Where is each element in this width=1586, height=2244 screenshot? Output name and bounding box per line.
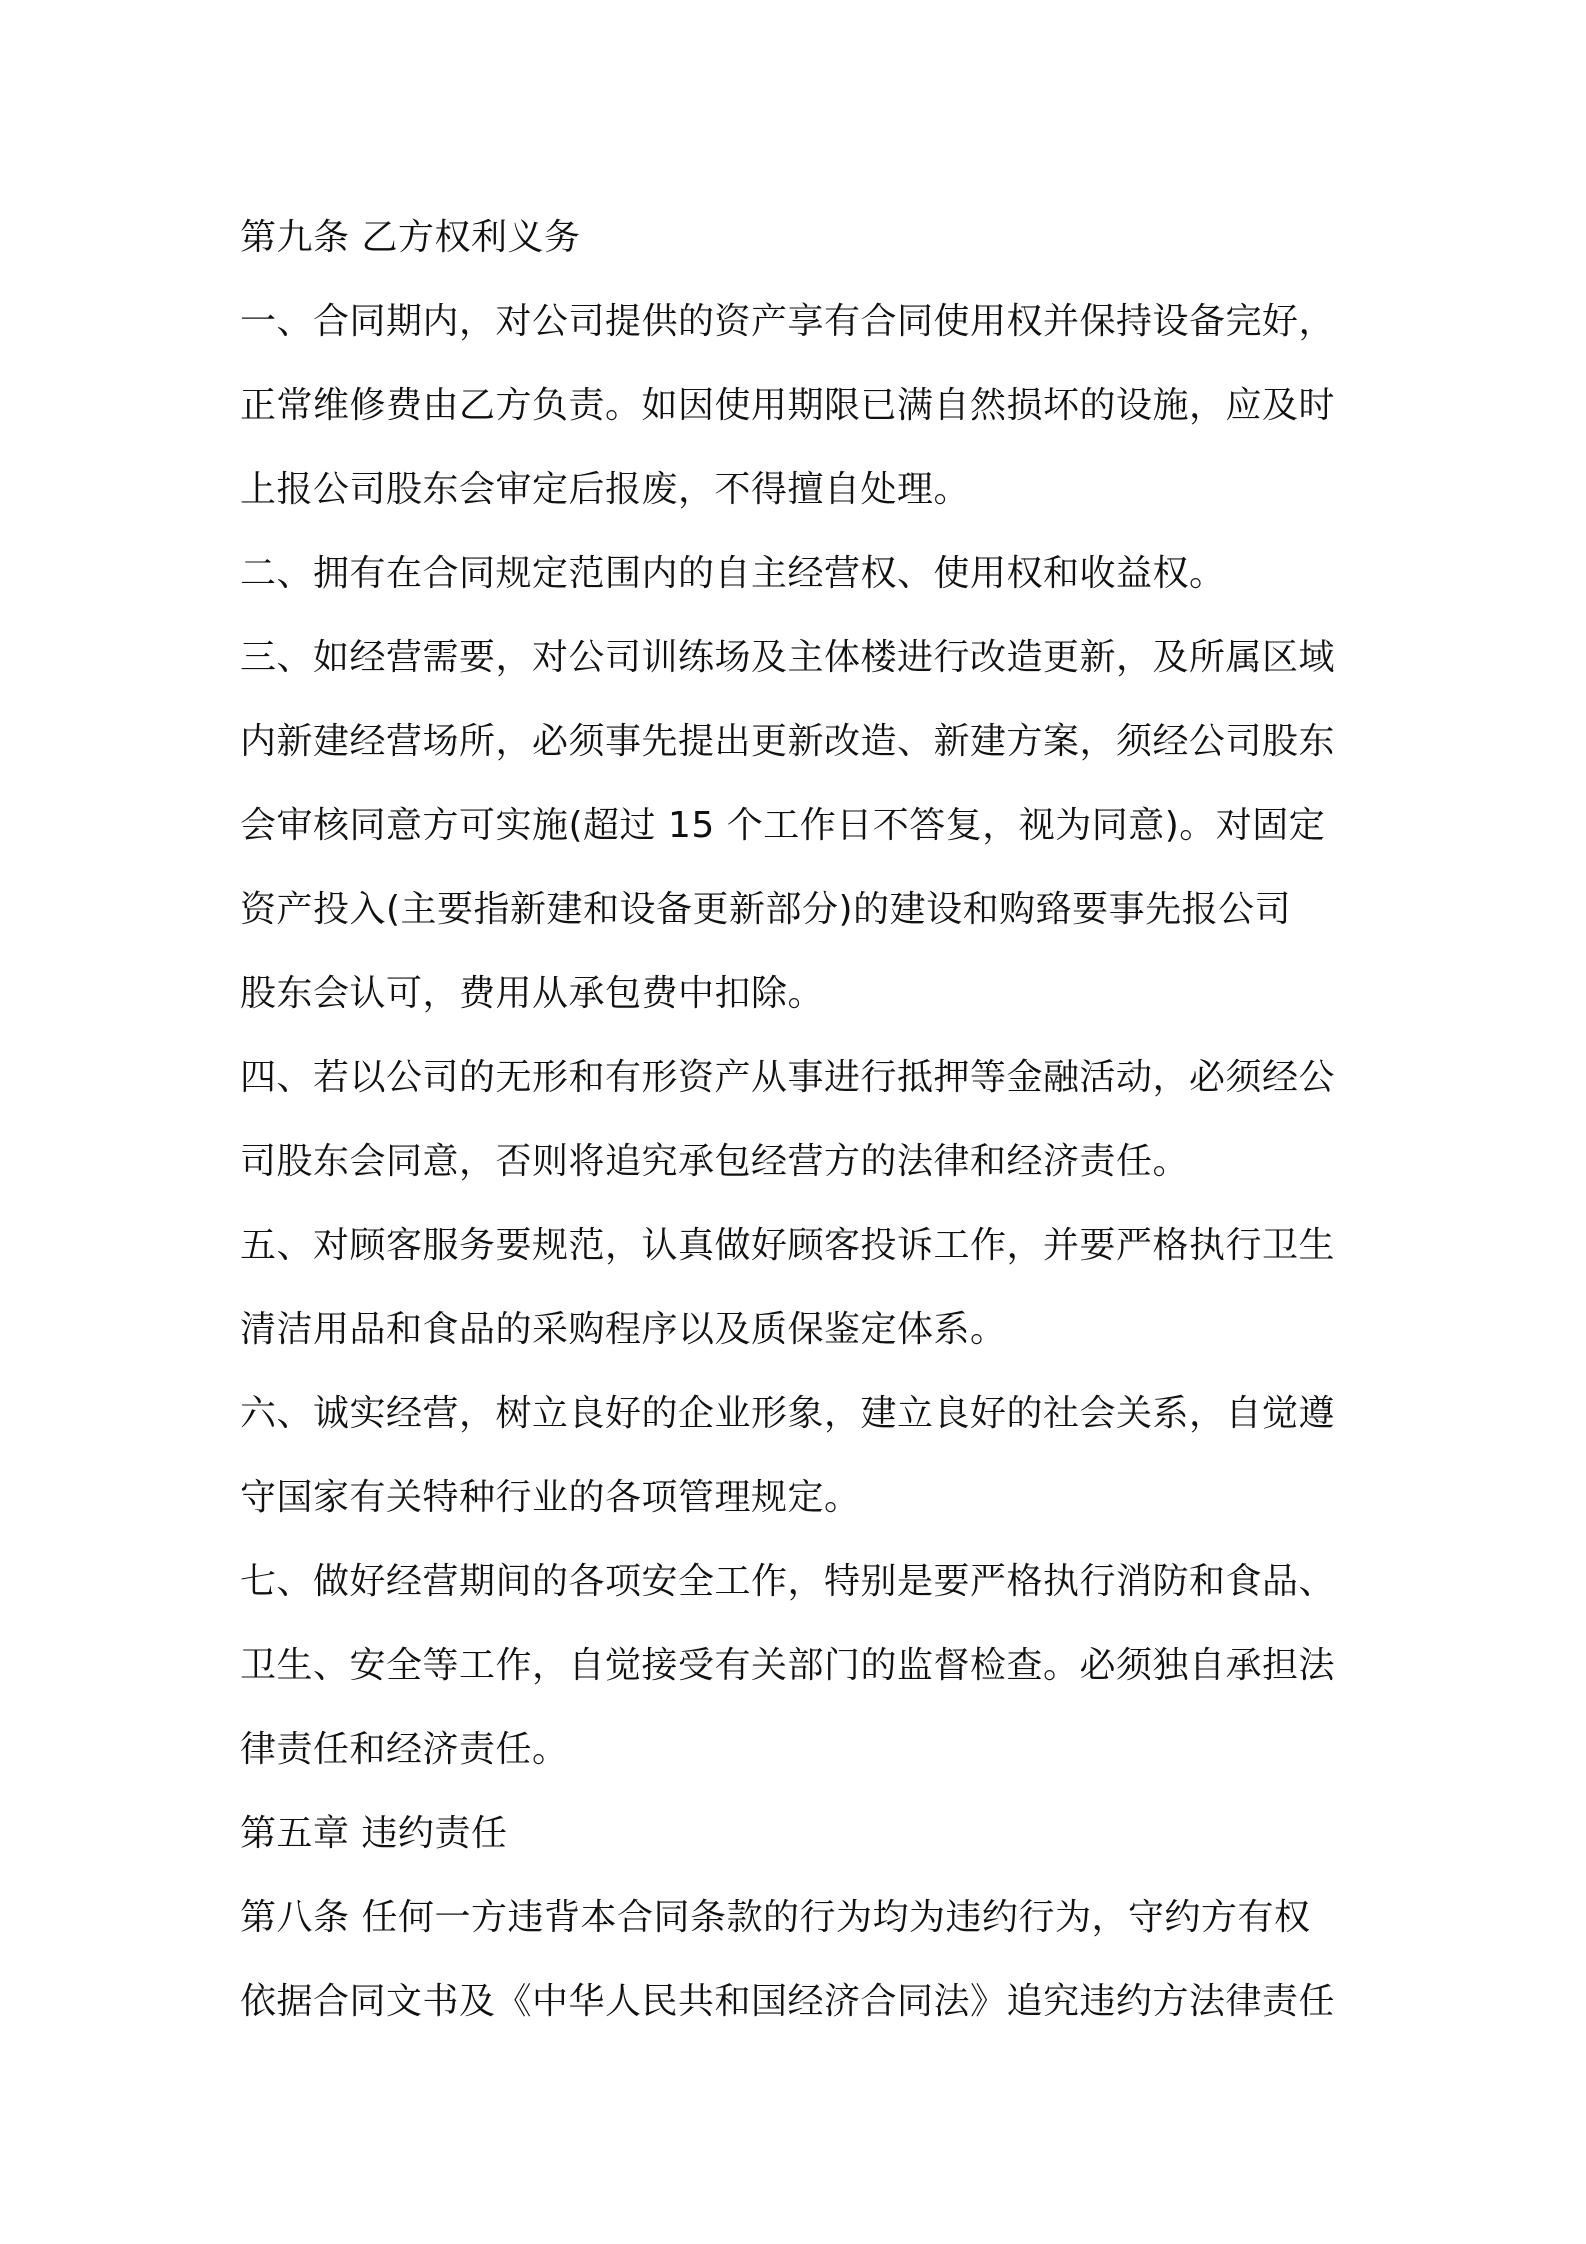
paragraph-line: 清洁用品和食品的采购程序以及质保鉴定体系。 <box>240 1309 1007 1350</box>
article-9-heading: 第九条 乙方权利义务 <box>240 217 581 258</box>
paragraph-line: 正常维修费由乙方负责。如因使用期限已满自然损坏的设施，应及时 <box>240 385 1336 426</box>
paragraph-line: 内新建经营场所，必须事先提出更新改造、新建方案，须经公司股东 <box>240 721 1336 762</box>
paragraph-line: 律责任和经济责任。 <box>240 1729 569 1770</box>
paragraph-line: 司股东会同意，否则将追究承包经营方的法律和经济责任。 <box>240 1141 1190 1182</box>
paragraph-line: 三、如经营需要，对公司训练场及主体楼进行改造更新，及所属区域 <box>240 637 1336 678</box>
paragraph-line: 守国家有关特种行业的各项管理规定。 <box>240 1477 861 1518</box>
paragraph-line: 六、诚实经营，树立良好的企业形象，建立良好的社会关系，自觉遵 <box>240 1393 1336 1434</box>
paragraph-line: 会审核同意方可实施(超过 15 个工作日不答复，视为同意)。对固定 <box>240 805 1326 846</box>
paragraph-line: 四、若以公司的无形和有形资产从事进行抵押等金融活动，必须经公 <box>240 1057 1336 1098</box>
chapter-5-heading: 第五章 违约责任 <box>240 1813 508 1854</box>
document-body <box>240 196 1360 2044</box>
paragraph-line: 七、做好经营期间的各项安全工作，特别是要严格执行消防和食品、 <box>240 1561 1336 1602</box>
paragraph-line: 资产投入(主要指新建和设备更新部分)的建设和购臵要事先报公司 <box>240 889 1292 930</box>
paragraph-line: 五、对顾客服务要规范，认真做好顾客投诉工作，并要严格执行卫生 <box>240 1225 1336 1266</box>
paragraph-line: 股东会认可，费用从承包费中扣除。 <box>240 973 825 1014</box>
paragraph-line: 一、合同期内，对公司提供的资产享有合同使用权并保持设备完好， <box>240 301 1336 342</box>
paragraph-line: 依据合同文书及《中华人民共和国经济合同法》追究违约方法律责任 <box>240 1981 1336 2022</box>
paragraph-line: 第八条 任何一方违背本合同条款的行为均为违约行为，守约方有权 <box>240 1897 1311 1938</box>
paragraph-line: 上报公司股东会审定后报废，不得擅自处理。 <box>240 469 971 510</box>
paragraph-line: 二、拥有在合同规定范围内的自主经营权、使用权和收益权。 <box>240 553 1226 594</box>
paragraph-line: 卫生、安全等工作，自觉接受有关部门的监督检查。必须独自承担法 <box>240 1645 1336 1686</box>
